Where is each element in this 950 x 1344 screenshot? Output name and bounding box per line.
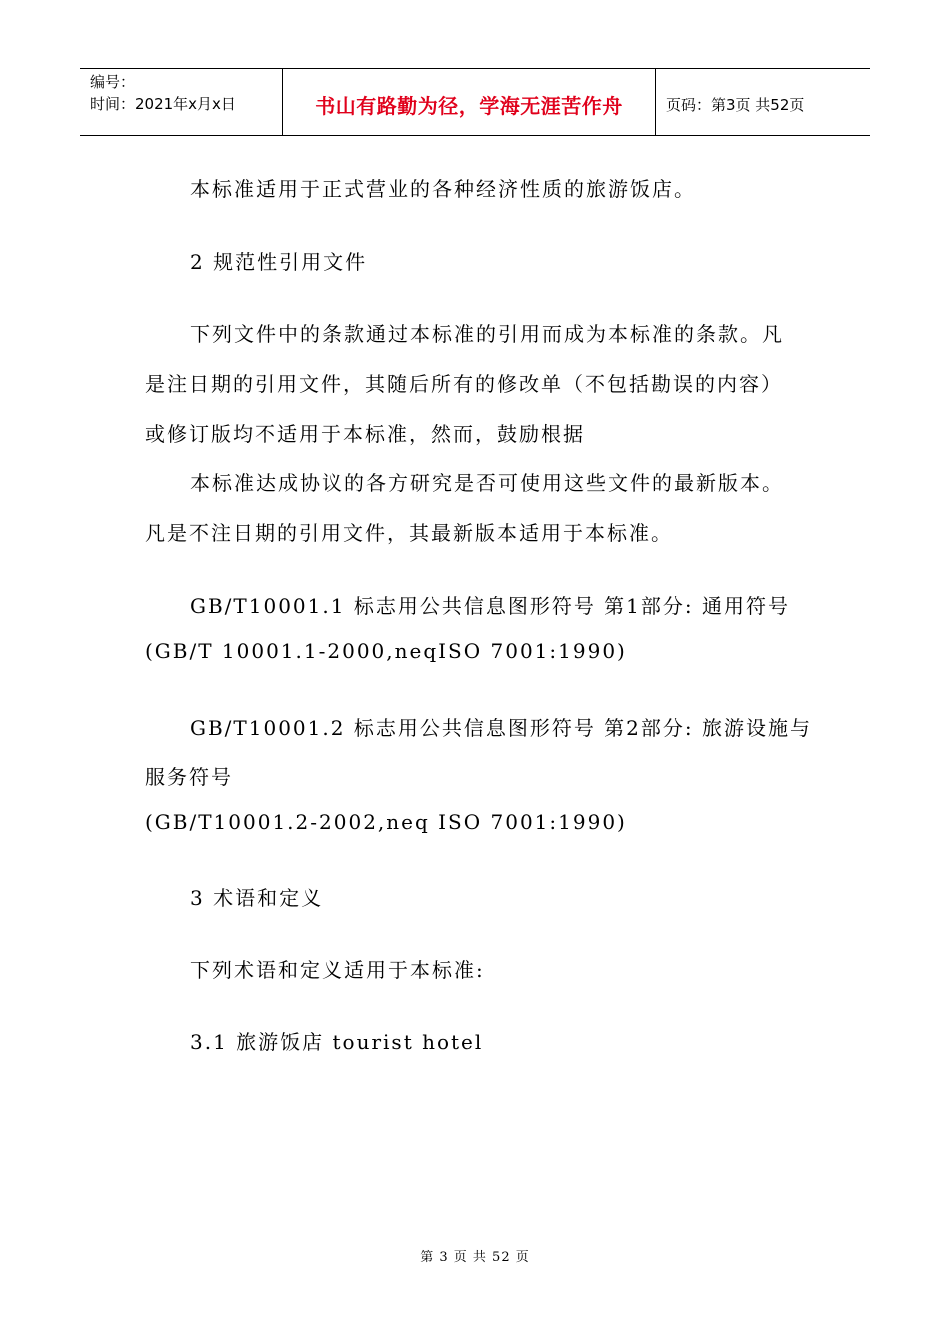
paragraph-references-line-1: 下列文件中的条款通过本标准的引用而成为本标准的条款。凡 xyxy=(190,322,784,346)
header-meta xyxy=(80,69,283,135)
reference-gb-10001-2: GB/T10001.2 标志用公共信息图形符号 第2部分: 旅游设施与 xyxy=(190,716,812,740)
page-header xyxy=(80,68,870,136)
paragraph-references-line-4: 本标准达成协议的各方研究是否可使用这些文件的最新版本。 xyxy=(190,471,784,495)
term-tourist-hotel: 3.1 旅游饭店 tourist hotel xyxy=(190,1030,484,1054)
section-heading-terms: 3 术语和定义 xyxy=(190,886,324,910)
header-motto: 书山有路勤为径，学海无涯苦作舟 xyxy=(315,93,623,118)
reference-gb-10001-1-detail: (GB/T 10001.1-2000,neqISO 7001:1990) xyxy=(145,639,627,663)
paragraph-scope: 本标准适用于正式营业的各种经济性质的旅游饭店。 xyxy=(190,177,696,201)
reference-gb-10001-2-cont: 服务符号 xyxy=(145,765,233,789)
header-page-cell xyxy=(656,69,870,135)
reference-gb-10001-1: GB/T10001.1 标志用公共信息图形符号 第1部分: 通用符号 xyxy=(190,594,790,618)
page-footer: 第 3 页 共 52 页 xyxy=(420,1250,530,1265)
reference-gb-10001-2-detail: (GB/T10001.2-2002,neq ISO 7001:1990) xyxy=(145,810,627,834)
document-number-label: 编号： xyxy=(90,73,136,91)
paragraph-references-line-5: 凡是不注日期的引用文件，其最新版本适用于本标准。 xyxy=(145,521,673,545)
document-time-label: 时间：2021年x月x日 xyxy=(90,95,236,113)
paragraph-references-line-2: 是注日期的引用文件，其随后所有的修改单（不包括勘误的内容） xyxy=(145,372,783,396)
header-page-label: 页码：第3页 共52页 xyxy=(666,95,805,114)
paragraph-references-line-3: 或修订版均不适用于本标准，然而，鼓励根据 xyxy=(145,422,585,446)
header-motto-cell xyxy=(283,69,656,135)
section-heading-references: 2 规范性引用文件 xyxy=(190,250,368,274)
paragraph-terms-intro: 下列术语和定义适用于本标准: xyxy=(190,958,485,982)
